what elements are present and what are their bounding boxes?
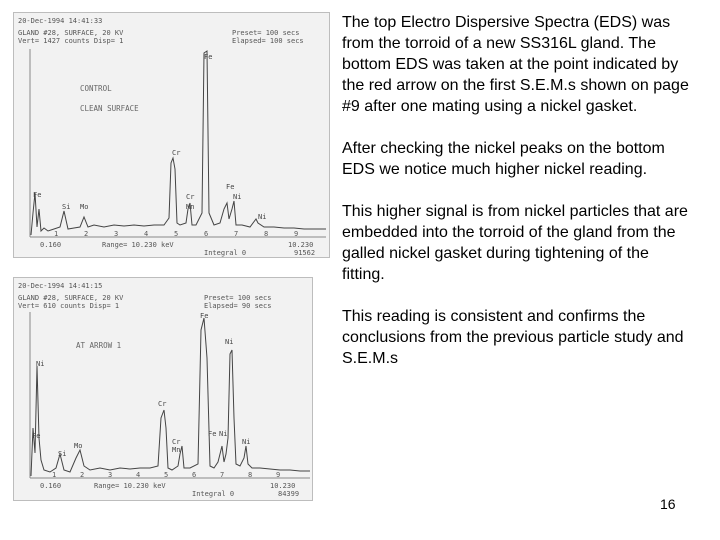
spectrum-elapsed: Elapsed= 100 secs — [232, 37, 304, 45]
spectrum-note: CLEAN SURFACE — [80, 104, 139, 113]
axis-integral: Integral 0 — [204, 249, 247, 257]
spectrum-date: 20-Dec-1994 14:41:15 — [18, 282, 103, 290]
axis-end: 10.230 — [288, 241, 314, 249]
peak-label: Si — [58, 450, 67, 458]
peak-label: Mo — [74, 442, 83, 450]
peak-label: Fe — [226, 183, 235, 191]
spectrum-note: AT ARROW 1 — [76, 341, 122, 350]
peak-label: Fe — [32, 432, 41, 440]
peak-label: Cr — [158, 400, 167, 408]
axis-tick: 5 — [174, 230, 179, 238]
paragraph: After checking the nickel peaks on the bottom EDS we notice much higher nickel reading. — [342, 140, 665, 178]
axis-tick: 1 — [54, 230, 59, 238]
axis-tick: 1 — [52, 471, 57, 479]
axis-tick: 8 — [264, 230, 269, 238]
paragraph: This reading is consistent and confirms the conclusions from the previous particle study and S.E.M.s — [342, 308, 684, 367]
axis-tick: 4 — [136, 471, 141, 479]
spectrum-vert: Vert= 1427 counts Disp= 1 — [18, 37, 124, 45]
spectrum-preset: Preset= 100 secs — [232, 29, 300, 37]
peak-label: Mo — [80, 203, 89, 211]
axis-range: Range= 10.230 keV — [102, 241, 174, 249]
paragraph: The top Electro Dispersive Spectra (EDS) was from the torroid of a new SS316L gland. The bottom EDS was taken at the point indicated by the red arrow on the first S.E.M.s shown on page #9 after one mating using a nickel gasket. — [342, 14, 689, 115]
axis-start: 0.160 — [40, 482, 62, 490]
peak-label: Fe — [204, 53, 213, 61]
spectrum-elapsed: Elapsed= 90 secs — [204, 302, 272, 310]
description-text — [342, 12, 692, 390]
axis-tick: 7 — [220, 471, 225, 479]
peak-label: Ni — [36, 360, 45, 368]
peak-label: Cr — [172, 149, 181, 157]
peak-label: Ni — [225, 338, 234, 346]
spectrum-trace — [31, 51, 326, 235]
peak-label: Cr — [172, 438, 181, 446]
eds-spectrum-bottom — [13, 277, 313, 501]
peak-label: Fe — [200, 312, 209, 320]
axis-end: 10.230 — [270, 482, 296, 490]
peak-label: Fe — [208, 430, 217, 438]
peak-label: Ni — [233, 193, 242, 201]
axis-tick: 3 — [108, 471, 113, 479]
axis-range: Range= 10.230 keV — [94, 482, 166, 490]
spectrum-note: CONTROL — [80, 84, 112, 93]
axis-total: 91562 — [294, 249, 316, 257]
axis-tick: 9 — [294, 230, 299, 238]
axis-start: 0.160 — [40, 241, 62, 249]
eds-spectrum-bottom-plot — [14, 278, 314, 502]
peak-label: Cr — [186, 193, 195, 201]
peak-label: Fe — [33, 191, 42, 199]
spectrum-preset: Preset= 100 secs — [204, 294, 272, 302]
eds-spectrum-top-plot — [14, 13, 331, 259]
spectrum-sample: GLAND #28, SURFACE, 20 KV — [18, 29, 124, 37]
axis-tick: 6 — [204, 230, 209, 238]
axis-tick: 3 — [114, 230, 119, 238]
peak-label: Si — [62, 203, 71, 211]
axis-tick: 8 — [248, 471, 253, 479]
peak-label: Ni — [242, 438, 251, 446]
axis-tick: 2 — [84, 230, 89, 238]
peak-label: Ni — [219, 430, 228, 438]
paragraph: This higher signal is from nickel particles that are embedded into the torroid of the gland from the galled nickel gasket during tightening of the fitting. — [342, 203, 688, 283]
axis-tick: 7 — [234, 230, 239, 238]
peak-label: Mn — [172, 446, 181, 454]
axis-tick: 5 — [164, 471, 169, 479]
axis-integral: Integral 0 — [192, 490, 235, 498]
axis-tick: 4 — [144, 230, 149, 238]
axis-tick: 2 — [80, 471, 85, 479]
spectrum-vert: Vert= 610 counts Disp= 1 — [18, 302, 120, 310]
peak-label: Ni — [258, 213, 267, 221]
axis-tick: 9 — [276, 471, 281, 479]
axis-total: 84399 — [278, 490, 300, 498]
page-number: 16 — [660, 496, 676, 512]
peak-label: Mn — [186, 203, 195, 211]
axis-tick: 6 — [192, 471, 197, 479]
spectrum-date: 20-Dec-1994 14:41:33 — [18, 17, 103, 25]
eds-spectrum-top — [13, 12, 330, 258]
spectrum-sample: GLAND #28, SURFACE, 20 KV — [18, 294, 124, 302]
spectrum-trace — [31, 318, 310, 476]
